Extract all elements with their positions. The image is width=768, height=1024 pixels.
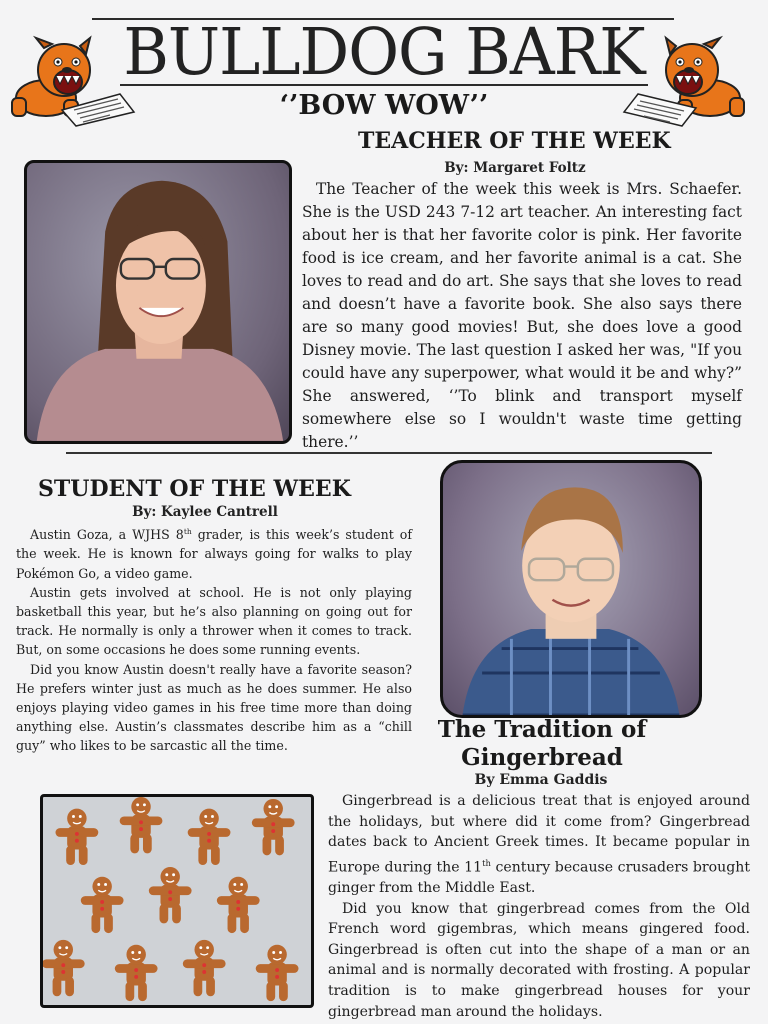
- student-paragraph-1: Austin Goza, a WJHS 8th grader, is this week’s student of the week. He is known for always going for walks to play Pokémon Go, a video game.: [16, 527, 413, 581]
- newspaper-title: BULLDOG BARK: [123, 13, 645, 90]
- masthead: [0, 0, 768, 125]
- student-byline: By: Kaylee Cantrell: [132, 504, 278, 520]
- student-heading: STUDENT OF THE WEEK: [38, 476, 351, 502]
- section-divider: [66, 452, 712, 454]
- newspaper-icon: [622, 92, 698, 128]
- teacher-byline: By: Margaret Foltz: [444, 160, 586, 176]
- gingerbread-paragraph-1: Gingerbread is a delicious treat that is enjoyed around the holidays, but where did it come from? Gingerbread dates back to Ancient Greek times. It became popular in Europe during the 11th century because crusaders brought ginger from the Middle East.: [328, 793, 750, 897]
- teacher-article: [302, 178, 742, 454]
- teacher-paragraph: The Teacher of the week this week is Mrs. Schaefer. She is the USD 243 7-12 art teacher. An interesting fact about her is that her favorite color is pink. Her favorite food is ice cream, and her favorite animal is a cat. She loves to read and do art. She says that she loves to read and doesn’t have a favorite book. She also says there are so many good movies! But, she does love a good Disney movie. The last question I asked her was, "If you could have any superpower, what would it be and why?” She answered, ‘’To blink and transport myself somewhere else so I wouldn't waste time getting there.’’: [302, 180, 742, 451]
- teacher-portrait-icon: [27, 163, 289, 441]
- student-paragraph-3: Did you know Austin doesn't really have a favorite season? He prefers winter just as much as he does summer. He also enjoys playing video games in his free time more than doing anything else. Austin’s classmates describe him as a “chill guy” who likes to be sarcastic all the time.: [16, 661, 412, 754]
- gingerbread-photo: [40, 794, 314, 1008]
- student-photo: [440, 460, 702, 718]
- teacher-photo: [24, 160, 292, 444]
- newspaper-icon: [60, 92, 136, 128]
- newspaper-subtitle: ‘’BOW WOW’’: [279, 90, 489, 121]
- gingerbread-byline: By Emma Gaddis: [474, 772, 608, 788]
- gingerbread-article: [328, 791, 750, 1022]
- gingerbread-paragraph-2: Did you know that gingerbread comes from the Old French word gigembras, which means gingered food. Gingerbread is often cut into the shape of a man or an animal and is normally decorated with frosting. A popular tradition is to make gingerbread houses for your gingerbread man around the holidays.: [328, 900, 750, 1020]
- student-paragraph-2: Austin gets involved at school. He is not only playing basketball this year, but he’s also planning on going out for track. He normally is only a thrower when it comes to track. But, on some occasions he does some running events.: [16, 584, 412, 658]
- gingerbread-heading-line-2: Gingerbread: [461, 744, 623, 771]
- gingerbread-heading-line-1: The Tradition of: [437, 716, 647, 743]
- teacher-heading: TEACHER OF THE WEEK: [358, 128, 671, 154]
- student-portrait-icon: [443, 463, 699, 715]
- student-article: [16, 522, 412, 756]
- gingerbread-cookies-icon: [43, 797, 311, 1005]
